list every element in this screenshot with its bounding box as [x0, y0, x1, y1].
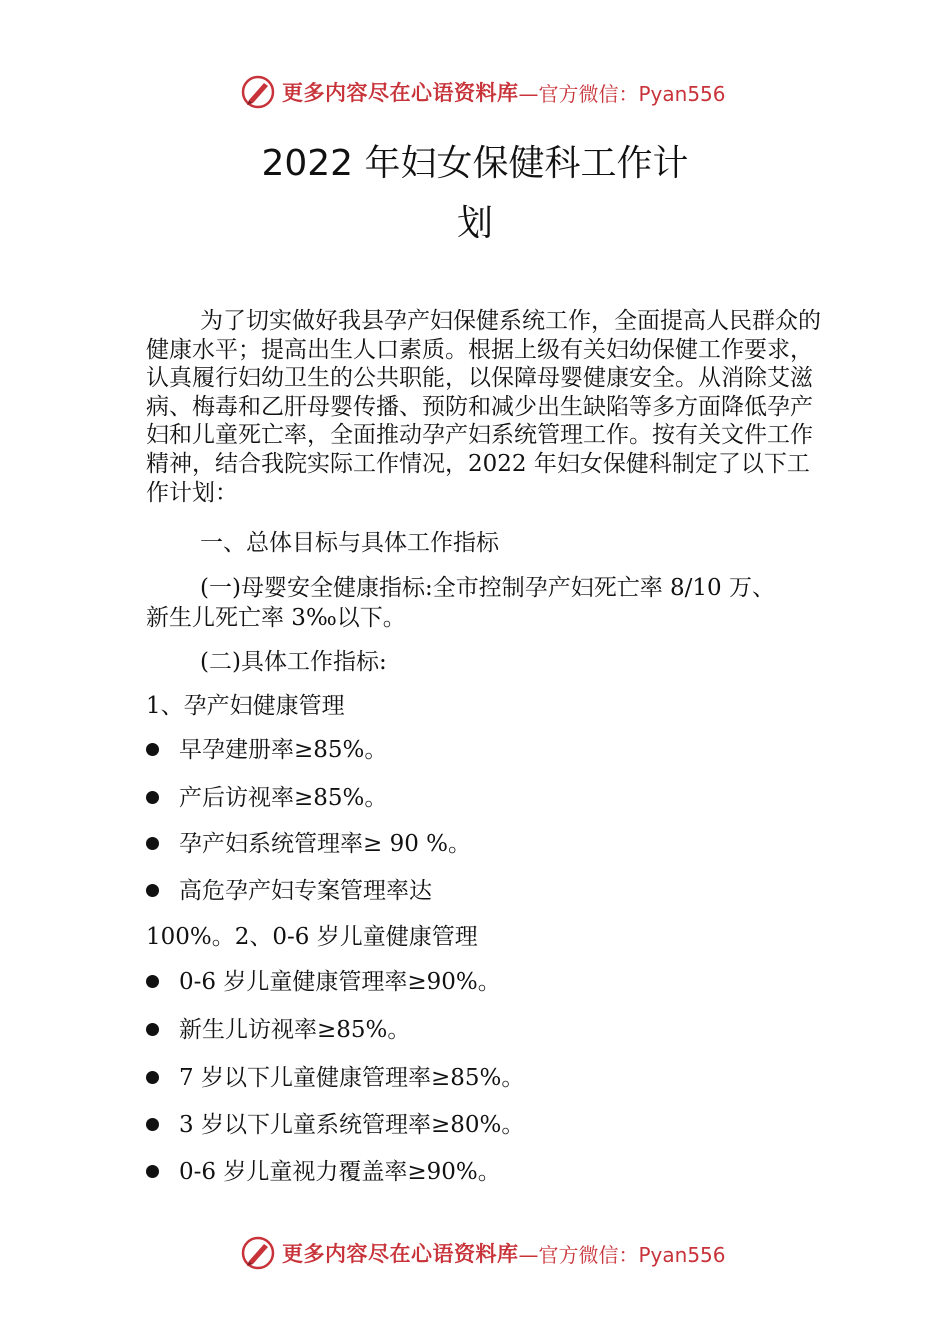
bullet-dot-icon	[146, 975, 159, 988]
list-item-text: 0-6 岁儿童健康管理率≥90%。	[179, 969, 501, 995]
list-item-text: 0-6 岁儿童视力覆盖率≥90%。	[179, 1159, 501, 1185]
header-banner	[240, 74, 726, 110]
list-item-text: 3 岁以下儿童系统管理率≥80%。	[179, 1112, 525, 1138]
bullet-dot-icon	[146, 837, 159, 850]
list-item-text: 产后访视率≥85%。	[179, 785, 388, 811]
list-item	[146, 876, 432, 906]
list-item-text: 早孕建册率≥85%。	[179, 737, 388, 763]
item1-line1: (一)母婴安全健康指标:全市控制孕产妇死亡率 8/10 万、	[200, 575, 775, 601]
list-item	[146, 783, 387, 813]
sub1-heading: 1、孕产妇健康管理	[146, 693, 345, 719]
bullet-dot-icon	[146, 1071, 159, 1084]
banner-brand-text: 更多内容尽在心语资料库	[282, 1241, 519, 1266]
list-item-text: 新生儿访视率≥85%。	[179, 1017, 411, 1043]
list-item	[146, 735, 387, 765]
intro-paragraph: 为了切实做好我县孕产妇保健系统工作，全面提高人民群众的健康水平；提高出生人口素质。根据上级有关妇幼保健工作要求，认真履行妇幼卫生的公共职能，以保障母婴健康安全。从消除艾滋病、梅毒和乙肝母婴传播、预防和减少出生缺陷等多方面降低孕产妇和儿童死亡率，全面推动孕产妇系统管理工作。按有关文件工作精神，结合我院实际工作情况，2022 年妇女保健科制定了以下工作计划：	[146, 308, 821, 506]
banner-contact-text: —官方微信：Pyan556	[518, 81, 726, 106]
bullet-dot-icon	[146, 1165, 159, 1178]
sub2-heading: 100%。2、0-6 岁儿童健康管理	[146, 924, 478, 950]
page-title-line2: 划	[456, 203, 493, 244]
page-title-line1: 2022 年妇女保健科工作计	[261, 143, 689, 184]
list-item-text: 孕产妇系统管理率≥ 90 %。	[179, 831, 472, 857]
bullet-dot-icon	[146, 743, 159, 756]
list-item	[146, 1015, 410, 1045]
banner-brand-text: 更多内容尽在心语资料库	[282, 80, 519, 105]
bullet-dot-icon	[146, 884, 159, 897]
list-item-text: 高危孕产妇专案管理率达	[179, 878, 432, 904]
list-item	[146, 1110, 524, 1140]
bullet-dot-icon	[146, 1023, 159, 1036]
bullet-dot-icon	[146, 1118, 159, 1131]
pen-logo-icon	[240, 1235, 276, 1271]
list-item-text: 7 岁以下儿童健康管理率≥85%。	[179, 1065, 525, 1091]
list-item	[146, 1157, 501, 1187]
list-item	[146, 829, 471, 859]
list-item	[146, 1063, 524, 1093]
banner-contact-text: —官方微信：Pyan556	[518, 1242, 726, 1267]
item1-line2: 新生儿死亡率 3‰以下。	[146, 605, 406, 631]
item2-heading: (二)具体工作指标:	[200, 649, 387, 675]
pen-logo-icon	[240, 74, 276, 110]
section1-heading: 一、总体目标与具体工作指标	[200, 530, 499, 556]
footer-banner	[240, 1235, 726, 1271]
bullet-dot-icon	[146, 791, 159, 804]
list-item	[146, 967, 501, 997]
